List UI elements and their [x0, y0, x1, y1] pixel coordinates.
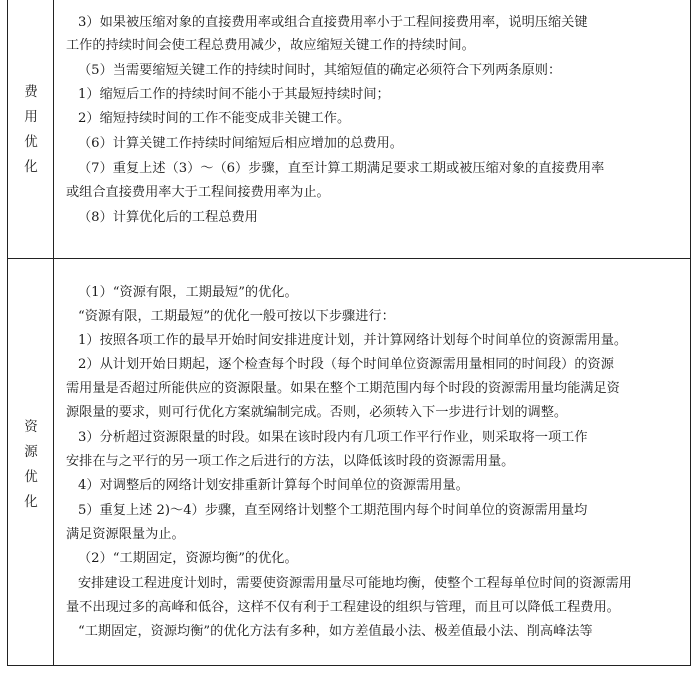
text-line: （1）“资源有限，工期最短”的优化。 — [78, 285, 298, 300]
row-content-cell — [54, 259, 690, 665]
text-line: 4）对调整后的网络计划安排重新计算每个时间单位的资源需用量。 — [78, 478, 469, 493]
row-label-cell — [8, 0, 54, 258]
row-label-char: 用 — [24, 109, 38, 125]
row-label-char: 源 — [24, 444, 38, 460]
text-line: 满足资源限量为止。 — [66, 527, 185, 542]
table-row-resource-optimization — [8, 259, 690, 665]
row-label-cell — [8, 259, 54, 665]
table-row-cost-optimization — [8, 0, 690, 259]
text-line: 2）从计划开始日期起，逐个检查每个时段（每个时间单位资源需用量相同的时间段）的资源 — [78, 357, 614, 372]
row-label-char: 资 — [24, 419, 38, 435]
row-content-cell — [54, 0, 690, 258]
text-line: “资源有限，工期最短”的优化一般可按以下步骤进行： — [78, 309, 395, 324]
text-line: （5）当需要缩短关键工作的持续时间时，其缩短值的确定必须符合下列两条原则： — [78, 63, 562, 78]
text-line: 1）缩短后工作的持续时间不能小于其最短持续时间； — [78, 87, 390, 102]
text-line: 3）分析超过资源限量的时段。如果在该时段内有几项工作平行作业，则采取将一项工作 — [78, 430, 588, 445]
row-label-char: 化 — [24, 159, 38, 175]
row-label-char: 优 — [24, 469, 38, 485]
text-line: （8）计算优化后的工程总费用 — [78, 210, 258, 225]
row-label-char: 费 — [24, 84, 38, 100]
text-line: 工作的持续时间会使工程总费用减少，故应缩短关键工作的持续时间。 — [66, 38, 475, 53]
text-line: 源限量的要求，则可行优化方案就编制完成。否则，必须转入下一步进行计划的调整。 — [66, 405, 568, 420]
text-line: 5）重复上述 2)～4）步骤，直至网络计划整个工期范围内每个时间单位的资源需用量均 — [78, 503, 588, 518]
text-line: 需用量是否超过所能供应的资源限量。如果在整个工期范围内每个时段的资源需用量均能满足资 — [66, 381, 620, 396]
text-line: 1）按照各项工作的最早开始时间安排进度计划，并计算网络计划每个时间单位的资源需用量。 — [78, 333, 628, 348]
text-line: （6）计算关键工作持续时间缩短后相应增加的总费用。 — [78, 136, 403, 151]
text-line: （7）重复上述（3）～（6）步骤，直至计算工期满足要求工期或被压缩对象的直接费用率 — [78, 161, 605, 176]
row-label-char: 优 — [24, 134, 38, 150]
text-line: 安排建设工程进度计划时，需要使资源需用量尽可能地均衡，使整个工程每单位时间的资源需用 — [78, 576, 632, 591]
text-line: 或组合直接费用率大于工程间接费用率为止。 — [66, 185, 330, 200]
text-line: “工期固定，资源均衡”的优化方法有多种，如方差值最小法、极差值最小法、削高峰法等 — [78, 624, 593, 639]
text-line: 2）缩短持续时间的工作不能变成非关键工作。 — [78, 111, 351, 126]
text-line: 3）如果被压缩对象的直接费用率或组合直接费用率小于工程间接费用率，说明压缩关键 — [78, 15, 588, 30]
text-line: 安排在与之平行的另一项工作之后进行的方法，以降低该时段的资源需用量。 — [66, 454, 515, 469]
optimization-table — [7, 0, 691, 666]
row-label-char: 化 — [24, 494, 38, 510]
text-line: 量不出现过多的高峰和低谷，这样不仅有利于工程建设的组织与管理，而且可以降低工程费用。 — [66, 600, 620, 615]
text-line: （2）“工期固定，资源均衡”的优化。 — [78, 551, 298, 566]
